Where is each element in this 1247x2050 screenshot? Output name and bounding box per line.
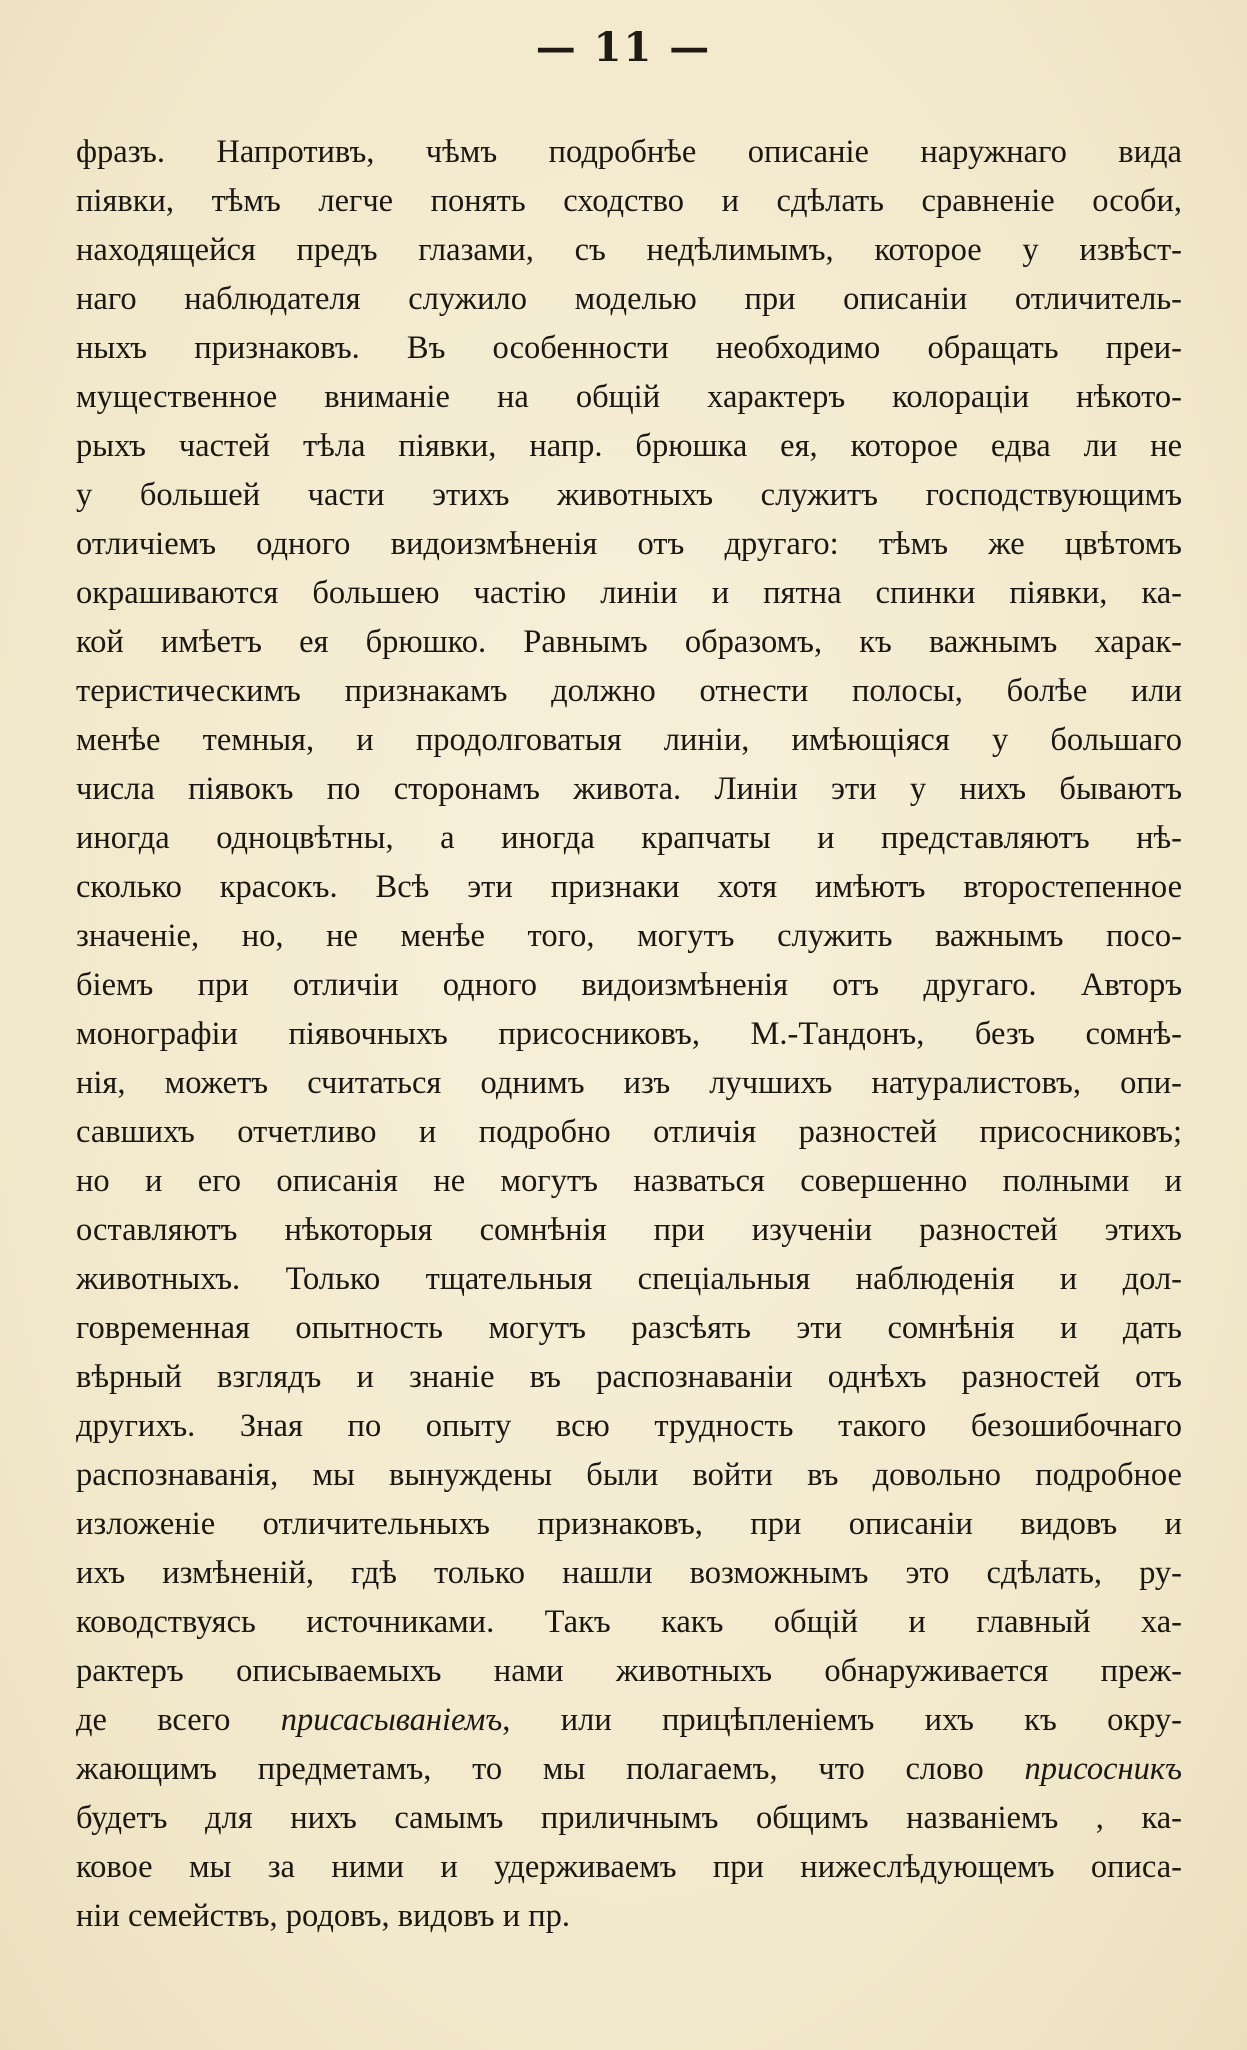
- text-line: наго наблюдателя служило моделью при описаніи отличитель-: [76, 281, 1182, 317]
- page-number: — 11 —: [535, 24, 712, 71]
- text-segment: , или прицѣпленіемъ ихъ къ окру-: [502, 1702, 1182, 1738]
- text-line: значеніе, но, не менѣе того, могутъ служить важнымъ посо-: [76, 918, 1182, 954]
- text-line: мущественное вниманіе на общій характеръ колораціи нѣкото-: [76, 379, 1182, 415]
- text-line-with-emphasis: [76, 1745, 1182, 1794]
- text-line: распознаванія, мы вынуждены были войти въ довольно подробное: [76, 1457, 1182, 1493]
- text-line: иногда одноцвѣтны, а иногда крапчаты и представляютъ нѣ-: [76, 820, 1182, 856]
- text-line: монографіи піявочныхъ присосниковъ, М.-Тандонъ, безъ сомнѣ-: [76, 1016, 1182, 1052]
- text-line: фразъ. Напротивъ, чѣмъ подробнѣе описаніе наружнаго вида: [76, 134, 1182, 170]
- text-line: окрашиваются большею частію линіи и пятна спинки піявки, ка-: [76, 575, 1182, 611]
- text-line-final: ніи семействъ, родовъ, видовъ и пр.: [76, 1898, 571, 1934]
- text-line: теристическимъ признакамъ должно отнести полосы, болѣе или: [76, 673, 1182, 709]
- text-line: рактеръ описываемыхъ нами животныхъ обнаруживается преж-: [76, 1653, 1182, 1689]
- text-segment: жающимъ предметамъ, то мы полагаемъ, что слово: [76, 1751, 1025, 1787]
- text-line: піявки, тѣмъ легче понять сходство и сдѣлать сравненіе особи,: [76, 183, 1182, 219]
- emphasized-term: присасываніемъ: [280, 1702, 503, 1738]
- text-line: ковое мы за ними и удерживаемъ при нижеслѣдующемъ описа-: [76, 1849, 1182, 1885]
- text-line: у большей части этихъ животныхъ служитъ господствующимъ: [76, 477, 1182, 513]
- text-line: другихъ. Зная по опыту всю трудность такого безошибочнаго: [76, 1408, 1182, 1444]
- text-line: савшихъ отчетливо и подробно отличія разностей присосниковъ;: [76, 1114, 1182, 1150]
- text-line: находящейся предъ глазами, съ недѣлимымъ, которое у извѣст-: [76, 232, 1182, 268]
- text-line-with-emphasis: [76, 1696, 1182, 1745]
- body-text: [76, 128, 1182, 1941]
- text-line: вѣрный взглядъ и знаніе въ распознаваніи однѣхъ разностей отъ: [76, 1359, 1182, 1395]
- text-line: менѣе темныя, и продолговатыя линіи, имѣющіяся у большаго: [76, 722, 1182, 758]
- text-line: животныхъ. Только тщательныя спеціальныя наблюденія и дол-: [76, 1261, 1182, 1297]
- text-line: сколько красокъ. Всѣ эти признаки хотя имѣютъ второстепенное: [76, 869, 1182, 905]
- text-line: будетъ для нихъ самымъ приличнымъ общимъ названіемъ , ка-: [76, 1800, 1182, 1836]
- text-line: говременная опытность могутъ разсѣять эти сомнѣнія и дать: [76, 1310, 1182, 1346]
- text-line: но и его описанія не могутъ назваться совершенно полными и: [76, 1163, 1182, 1199]
- text-line: кой имѣетъ ея брюшко. Равнымъ образомъ, къ важнымъ харак-: [76, 624, 1182, 660]
- text-line: изложеніе отличительныхъ признаковъ, при описаніи видовъ и: [76, 1506, 1182, 1542]
- text-segment: де всего: [76, 1702, 281, 1738]
- text-line: числа піявокъ по сторонамъ живота. Линіи эти у нихъ бываютъ: [76, 771, 1182, 807]
- text-line: ководствуясь источниками. Такъ какъ общій и главный ха-: [76, 1604, 1182, 1640]
- text-line: біемъ при отличіи одного видоизмѣненія отъ другаго. Авторъ: [76, 967, 1182, 1003]
- text-line: оставляютъ нѣкоторыя сомнѣнія при изученіи разностей этихъ: [76, 1212, 1182, 1248]
- text-line: ихъ измѣненій, гдѣ только нашли возможнымъ это сдѣлать, ру-: [76, 1555, 1182, 1591]
- emphasized-term: присосникъ: [1024, 1751, 1182, 1787]
- text-line: рыхъ частей тѣла піявки, напр. брюшка ея, которое едва ли не: [76, 428, 1182, 464]
- text-line: ныхъ признаковъ. Въ особенности необходимо обращать преи-: [76, 330, 1182, 366]
- text-line: нія, можетъ считаться однимъ изъ лучшихъ натуралистовъ, опи-: [76, 1065, 1182, 1101]
- text-line: отличіемъ одного видоизмѣненія отъ другаго: тѣмъ же цвѣтомъ: [76, 526, 1182, 562]
